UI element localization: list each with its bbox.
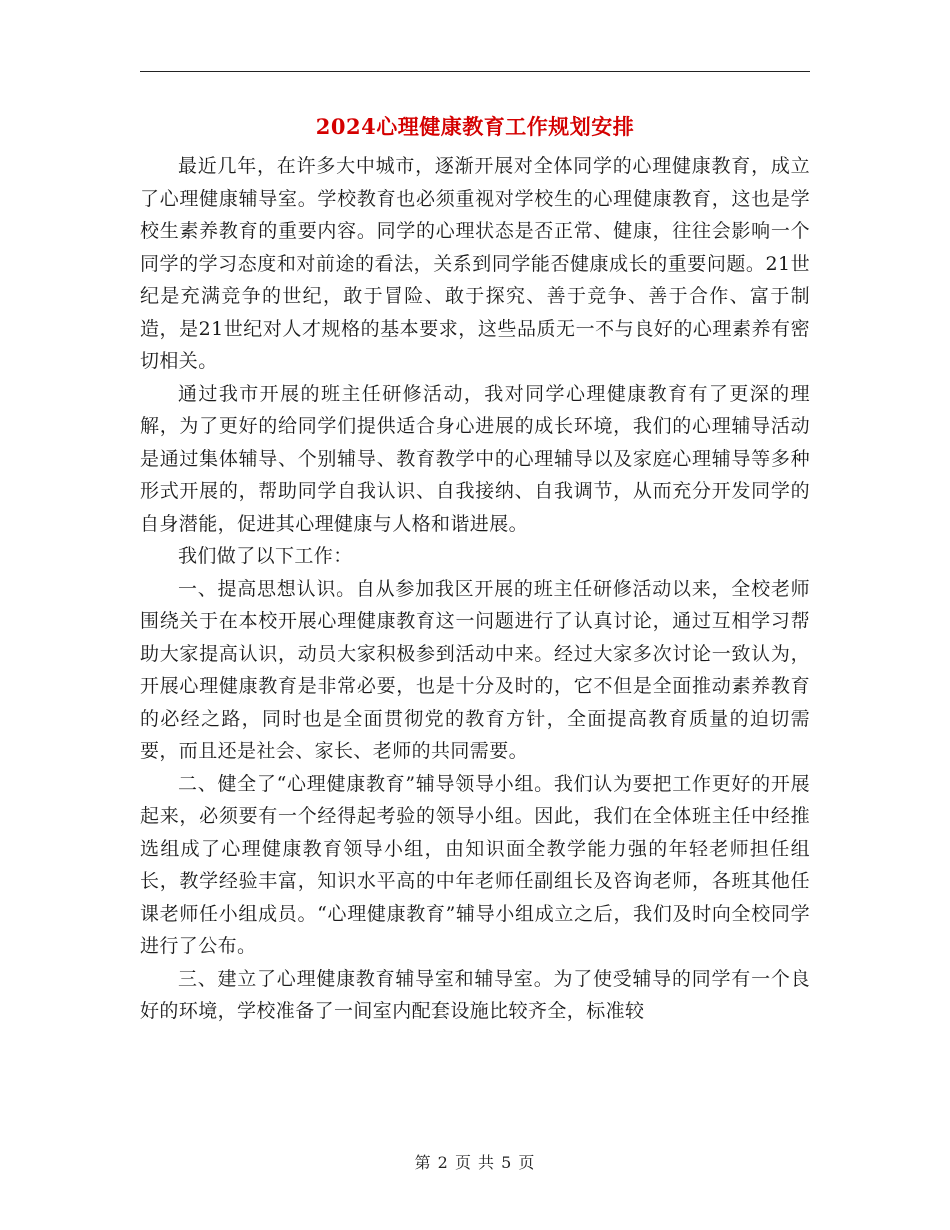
page-number: 第 2 页 共 5 页 xyxy=(414,1153,536,1172)
document-title: 2024心理健康教育工作规划安排 xyxy=(315,114,635,139)
paragraph-activity: 通过我市开展的班主任研修活动，我对同学心理健康教育有了更深的理解，为了更好的给同学们提供适合身心进展的成长环境，我们的心理辅导活动是通过集体辅导、个别辅导、教育教学中的心理辅导以及家庭心理辅导等多种形式开展的，帮助同学自我认识、自我接纳、自我调节，从而充分开发同学的自身潜能，促进其心理健康与人格和谐进展。 xyxy=(140,382,810,535)
paragraph-item-1: 一、提高思想认识。自从参加我区开展的班主任研修活动以来，全校老师围绕关于在本校开展心理健康教育这一问题进行了认真讨论，通过互相学习帮助大家提高认识，动员大家积极参到活动中来。经过大家多次讨论一致认为，开展心理健康教育是非常必要，也是十分及时的，它不但是全面推动素养教育的必经之路，同时也是全面贯彻党的教育方针，全面提高教育质量的迫切需要，而且还是社会、家长、老师的共同需要。 xyxy=(140,577,810,762)
document-body xyxy=(140,150,810,1028)
paragraph-work-lead: 我们做了以下工作： xyxy=(178,545,353,567)
header-rule xyxy=(140,71,810,72)
paragraph-item-2: 二、健全了“心理健康教育”辅导领导小组。我们认为要把工作更好的开展起来，必须要有一个经得起考验的领导小组。因此，我们在全体班主任中经推选组成了心理健康教育领导小组，由知识面全教学能力强的年轻老师担任组长，教学经验丰富，知识水平高的中年老师任副组长及咨询老师，各班其他任课老师任小组成员。“心理健康教育”辅导小组成立之后，我们及时向全校同学进行了公布。 xyxy=(140,772,810,957)
paragraph-item-3: 三、建立了心理健康教育辅导室和辅导室。为了使受辅导的同学有一个良好的环境，学校准备了一间室内配套设施比较齐全，标准较 xyxy=(140,967,810,1022)
paragraph-intro: 最近几年，在许多大中城市，逐渐开展对全体同学的心理健康教育，成立了心理健康辅导室。学校教育也必须重视对学校生的心理健康教育，这也是学校生素养教育的重要内容。同学的心理状态是否正常、健康，往往会影响一个同学的学习态度和对前途的看法，关系到同学能否健康成长的重要问题。21世纪是充满竞争的世纪，敢于冒险、敢于探究、善于竞争、善于合作、富于制造，是21世纪对人才规格的基本要求，这些品质无一不与良好的心理素养有密切相关。 xyxy=(140,155,810,372)
